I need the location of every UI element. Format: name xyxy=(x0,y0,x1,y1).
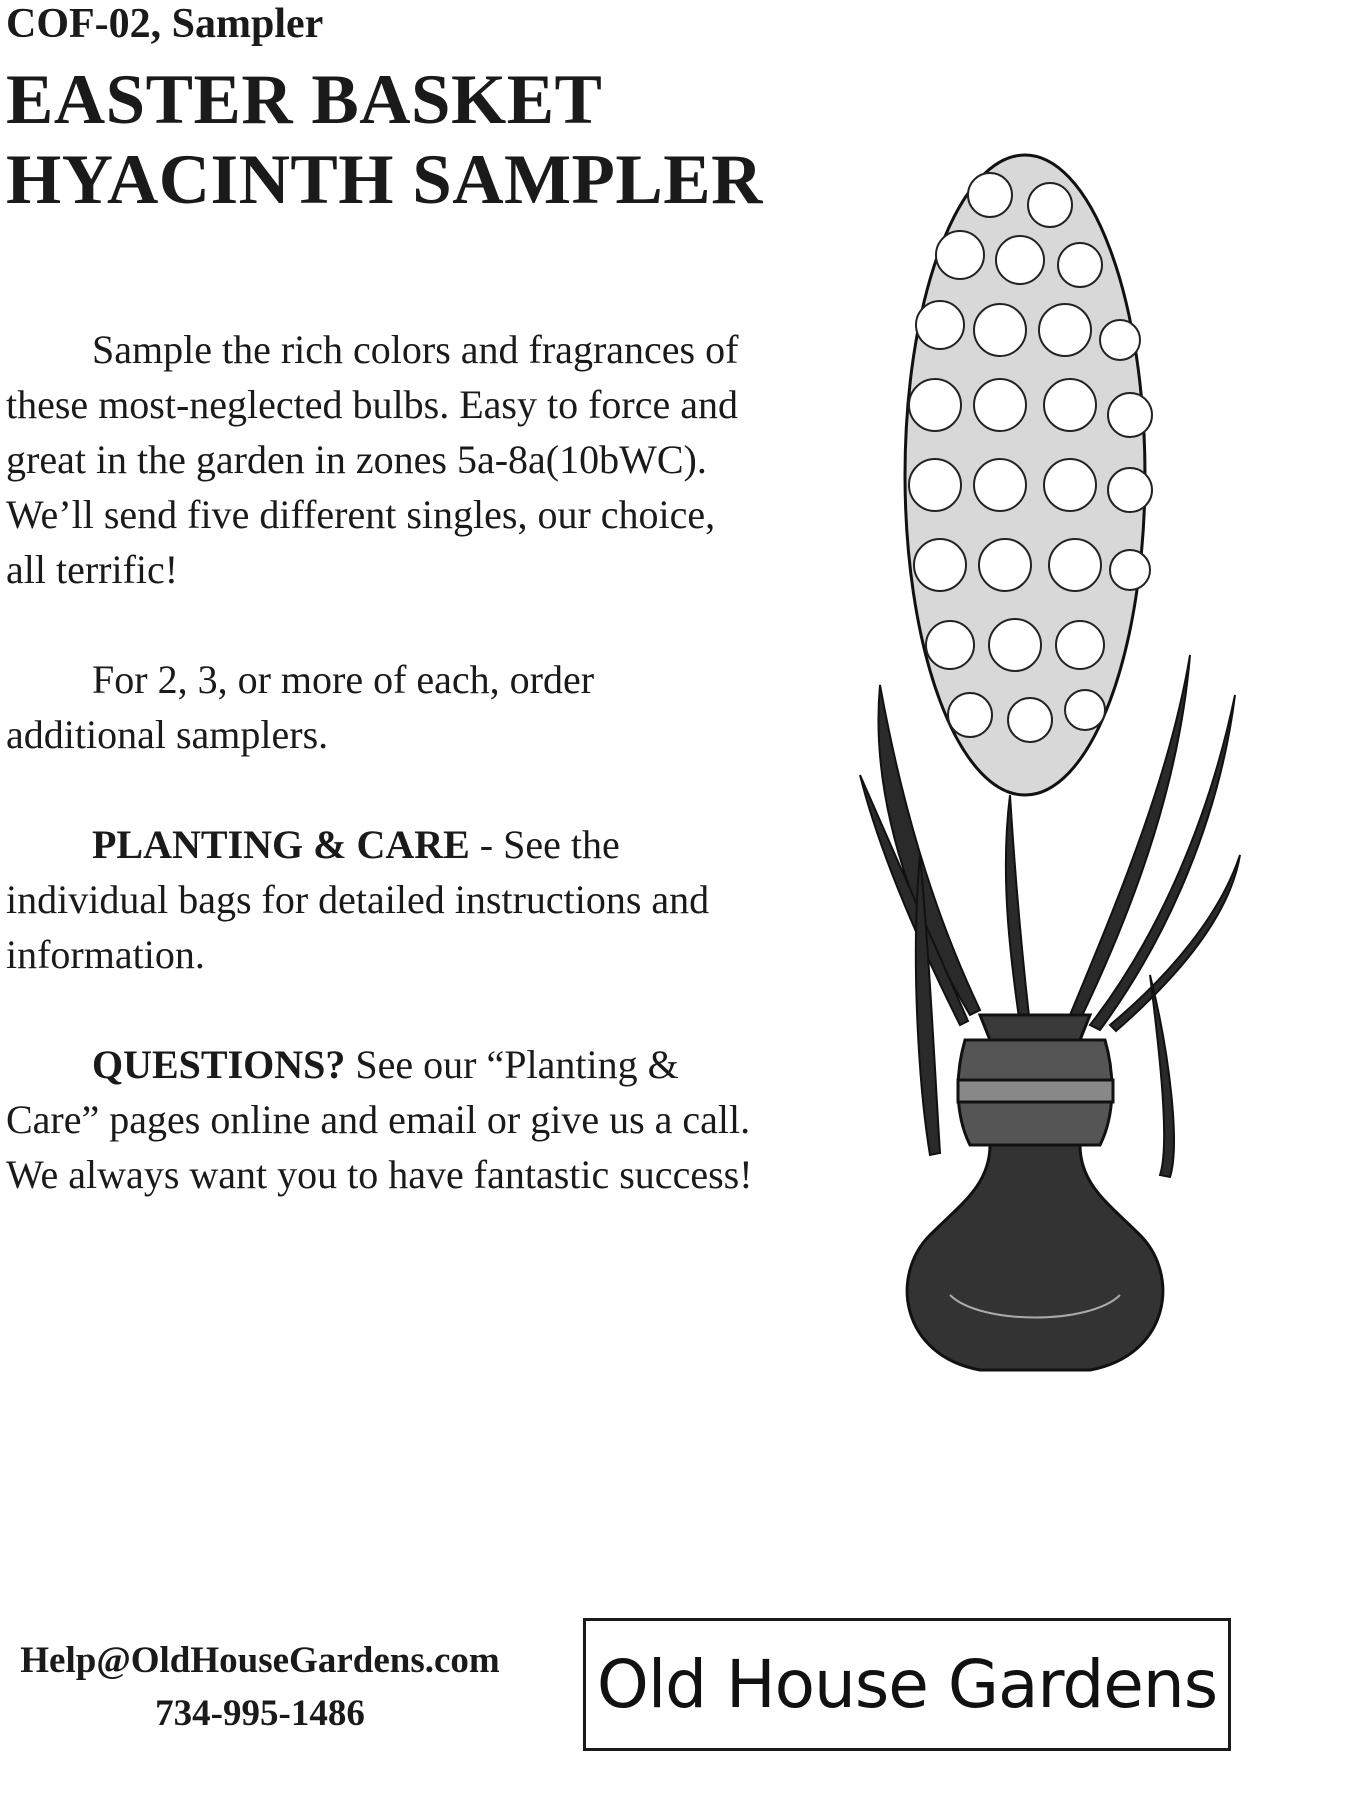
title-line-1: EASTER BASKET xyxy=(6,61,603,139)
page-title xyxy=(6,60,763,220)
contact-info xyxy=(0,1634,520,1740)
questions-paragraph xyxy=(6,1037,761,1202)
intro-paragraph: Sample the rich colors and fragrances of these most-neglected bulbs. Easy to force and great in the garden in zones 5a-8a(10bWC). We’ll send five different singles, our choice, all terrific! xyxy=(6,327,739,592)
hyacinth-vase-illustration xyxy=(840,95,1260,1495)
questions-heading: QUESTIONS? xyxy=(92,1042,346,1087)
planting-care-paragraph xyxy=(6,817,761,982)
samplers-paragraph: For 2, 3, or more of each, order additional samplers. xyxy=(6,657,595,757)
description-body xyxy=(6,322,761,1257)
planting-care-heading: PLANTING & CARE xyxy=(92,822,470,867)
forcing-vase xyxy=(907,1015,1163,1370)
flower-spike xyxy=(905,155,1152,795)
brand-logo-text: Old House Gardens xyxy=(596,1646,1218,1723)
contact-phone[interactable]: 734-995-1486 xyxy=(155,1693,365,1734)
brand-logo xyxy=(583,1618,1231,1751)
title-line-2: HYACINTH SAMPLER xyxy=(6,141,763,219)
product-code: COF-02, Sampler xyxy=(6,1,324,47)
questions-text: See our “Planting & Care” pages online and email or give us a call. We always want you to have fantastic success! xyxy=(6,1042,753,1197)
planting-care-text: - See the individual bags for detailed instructions and information. xyxy=(6,822,710,977)
contact-email[interactable]: Help@OldHouseGardens.com xyxy=(20,1640,500,1681)
